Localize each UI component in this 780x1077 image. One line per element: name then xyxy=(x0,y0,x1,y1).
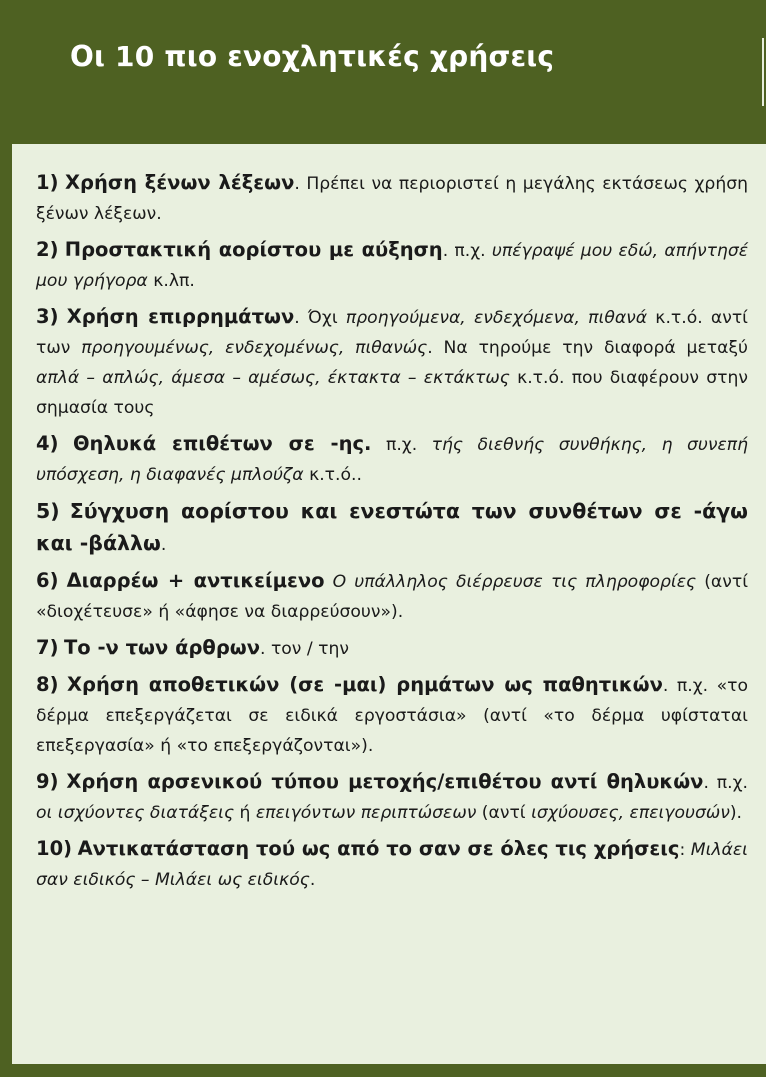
item-example: προηγουμένως, ενδεχομένως, πιθανώς xyxy=(81,338,428,358)
item-heading: Σύγχυση αορίστου και ενεστώτα των συνθέτων σε -άγω και -βάλλω xyxy=(36,499,748,555)
item-number: 7) xyxy=(36,636,59,659)
item-text: ή xyxy=(234,803,256,823)
item-heading: Διαρρέω + αντικείμενο xyxy=(66,569,325,592)
item-text: π.χ. xyxy=(371,435,432,455)
item-example: ισχύουσες, επειγουσών xyxy=(531,803,730,823)
item-example: Ο υπάλληλος διέρρευσε τις πληροφορίες xyxy=(332,572,697,592)
list-item-3 xyxy=(36,302,748,423)
item-example: οι ισχύοντες διατάξεις xyxy=(36,803,235,823)
item-number: 9) xyxy=(36,770,59,793)
title-divider xyxy=(762,38,764,106)
list-item-8 xyxy=(36,670,748,761)
item-heading: Θηλυκά επιθέτων σε -ης. xyxy=(72,432,372,455)
item-heading: Αντικατάσταση τού ως από το σαν σε όλες τις χρήσεις xyxy=(77,837,680,860)
item-text: (αντί xyxy=(476,803,532,823)
list-item-7 xyxy=(36,633,748,664)
item-number: 6) xyxy=(36,569,59,592)
item-text: κ.λπ. xyxy=(147,271,195,291)
item-number: 8) xyxy=(36,673,59,696)
item-text: . π.χ. xyxy=(442,241,492,261)
item-number: 10) xyxy=(36,837,73,860)
item-number: 2) xyxy=(36,238,59,261)
item-text: . Όχι xyxy=(294,308,346,328)
item-heading: Χρήση επιρρημάτων xyxy=(66,305,295,328)
item-example: απλά – απλώς, άμεσα – αμέσως, έκτακτα – εκτάκτως xyxy=(36,368,510,388)
item-text: . xyxy=(160,535,167,555)
item-text: . π.χ. «το δέρμα επεξεργάζεται σε ειδικά εργοστάσια» (αντί «το δέρμα υφίσταται επεξεργασία» ή «το επεξεργάζονται»). xyxy=(36,676,749,756)
item-text: κ.τ.ό. αντί των xyxy=(36,308,748,358)
item-text: : xyxy=(679,840,691,860)
item-text: (αντί «διοχέτευσε» ή «άφησε να διαρρεύσουν»). xyxy=(36,572,749,622)
item-number: 1) xyxy=(36,171,59,194)
item-number: 3) xyxy=(36,305,59,328)
item-text: κ.τ.ό.. xyxy=(303,465,362,485)
item-heading: Χρήση αποθετικών (σε -μαι) ρημάτων ως παθητικών xyxy=(67,673,663,696)
list-item-6 xyxy=(36,566,748,627)
item-number: 5) xyxy=(36,499,60,523)
list-item-10 xyxy=(36,834,748,895)
item-example: Μιλάει σαν ειδικός – Μιλάει ως ειδικός xyxy=(36,840,748,890)
usage-list xyxy=(36,168,748,901)
item-text: . Να τηρούμε την διαφορά μεταξύ xyxy=(427,338,748,358)
item-example: προηγούμενα, ενδεχόμενα, πιθανά xyxy=(345,308,648,328)
item-example: υπέγραψέ μου εδώ, απήντησέ μου γρήγορα xyxy=(36,241,749,291)
item-heading: Το -ν των άρθρων xyxy=(63,636,261,659)
item-example: τής διεθνής συνθήκης, η συνεπή υπόσχεση, η διαφανές μπλούζα xyxy=(36,435,748,485)
list-item-1 xyxy=(36,168,748,229)
list-item-5 xyxy=(36,496,748,560)
item-text: . Πρέπει να περιοριστεί η μεγάλης εκτάσεως χρήση ξένων λέξεων. xyxy=(36,174,748,224)
right-margin xyxy=(766,0,780,1077)
item-heading: Προστακτική αορίστου με αύξηση xyxy=(64,238,443,261)
list-item-9 xyxy=(36,767,748,828)
page-title: Οι 10 πιο ενοχλητικές χρήσεις xyxy=(70,40,555,73)
item-text: . τον / την xyxy=(260,639,349,659)
item-heading: Χρήση ξένων λέξεων xyxy=(65,171,295,194)
item-text: . xyxy=(309,870,316,890)
item-text xyxy=(325,572,333,592)
list-item-2 xyxy=(36,235,748,296)
item-text: . π.χ. xyxy=(703,773,748,793)
list-item-4 xyxy=(36,429,748,490)
item-text: ). xyxy=(729,803,742,823)
item-text: κ.τ.ό. που διαφέρουν στην σημασία τους xyxy=(36,368,749,418)
item-example: επειγόντων περιπτώσεων xyxy=(255,803,477,823)
item-heading: Χρήση αρσενικού τύπου μετοχής/επιθέτου αντί θηλυκών xyxy=(66,770,704,793)
item-number: 4) xyxy=(36,432,59,455)
